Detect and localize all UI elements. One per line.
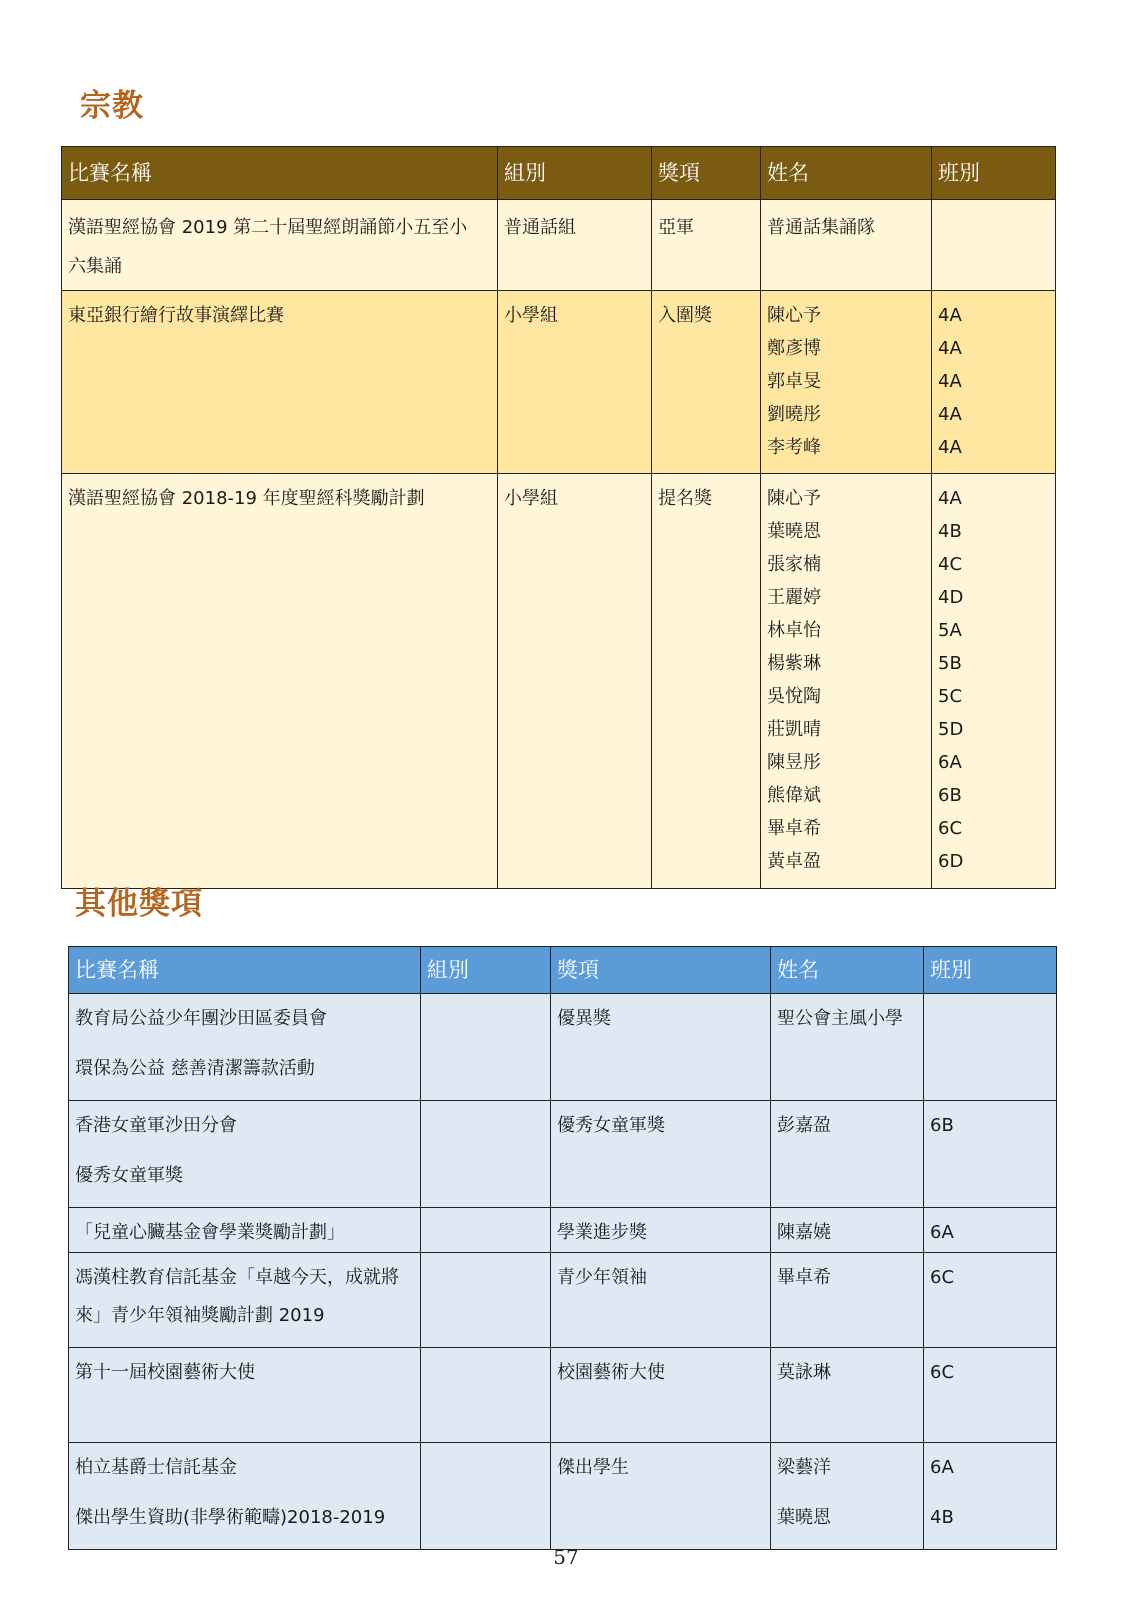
cell-class <box>924 1253 1057 1348</box>
cell-award-line: 傑出學生 <box>557 1457 629 1478</box>
cell-competition-line: 教育局公益少年團沙田區委員會 <box>75 1008 327 1029</box>
cell-award-line: 入圍獎 <box>658 305 712 326</box>
cell-competition-line: 優秀女童軍獎 <box>75 1165 183 1186</box>
table-row <box>69 1101 1057 1208</box>
header-class: 班別 <box>932 147 1056 200</box>
cell-name <box>771 1101 924 1208</box>
cell-group <box>498 200 652 291</box>
cell-name-line: 郭卓旻 <box>767 371 821 392</box>
cell-award <box>652 474 761 889</box>
cell-competition-line: 來」青少年領袖獎勵計劃 2019 <box>75 1305 325 1326</box>
header-group: 組別 <box>421 947 551 994</box>
cell-award-line: 學業進步獎 <box>557 1222 647 1243</box>
page-number: 57 <box>553 1545 579 1569</box>
cell-competition-line: 環保為公益 慈善清潔籌款活動 <box>75 1058 315 1079</box>
cell-award <box>652 291 761 474</box>
cell-name <box>771 1348 924 1443</box>
cell-group <box>421 1208 551 1253</box>
header-competition: 比賽名稱 <box>69 947 421 994</box>
cell-name-line: 陳心予 <box>767 305 821 326</box>
cell-award <box>551 1253 771 1348</box>
cell-name-line: 劉曉彤 <box>767 404 821 425</box>
cell-class-line: 4A <box>938 488 962 509</box>
cell-class-line: 6C <box>930 1362 955 1383</box>
cell-group <box>421 1443 551 1550</box>
table-row <box>69 994 1057 1101</box>
header-name: 姓名 <box>771 947 924 994</box>
cell-name-line: 李考峰 <box>767 437 821 458</box>
cell-name-line: 梁藝洋 <box>777 1457 831 1478</box>
cell-class <box>932 291 1056 474</box>
cell-class <box>932 200 1056 291</box>
cell-competition <box>69 1253 421 1348</box>
cell-name-line: 張家楠 <box>767 554 821 575</box>
cell-competition-line: 漢語聖經協會 2018-19 年度聖經科獎勵計劃 <box>68 488 425 509</box>
cell-award <box>551 1208 771 1253</box>
cell-award-line: 提名獎 <box>658 488 712 509</box>
cell-class-line: 5A <box>938 620 962 641</box>
table-row <box>69 1253 1057 1348</box>
header-award: 獎項 <box>652 147 761 200</box>
cell-award <box>551 1348 771 1443</box>
cell-name-line: 莊凱晴 <box>767 719 821 740</box>
cell-name-line: 陳昱彤 <box>767 752 821 773</box>
table-header-row <box>69 947 1057 994</box>
cell-class-line: 4A <box>938 305 962 326</box>
cell-name <box>771 1253 924 1348</box>
cell-group <box>421 1101 551 1208</box>
header-name: 姓名 <box>761 147 932 200</box>
cell-class-line: 4D <box>938 587 964 608</box>
cell-competition <box>69 994 421 1101</box>
cell-competition-line: 第十一屆校園藝術大使 <box>75 1362 255 1383</box>
cell-competition-line: 馮漢柱教育信託基金「卓越今天，成就將 <box>75 1267 399 1288</box>
cell-name-line: 陳嘉嬈 <box>777 1222 831 1243</box>
cell-name <box>761 291 932 474</box>
other-awards-table <box>68 946 1057 1550</box>
cell-name-line: 黃卓盈 <box>767 851 821 872</box>
cell-name <box>771 1443 924 1550</box>
cell-award <box>551 1443 771 1550</box>
cell-class-line: 5C <box>938 686 963 707</box>
table-header-row <box>62 147 1056 200</box>
header-group: 組別 <box>498 147 652 200</box>
cell-class <box>924 1443 1057 1550</box>
cell-group-line: 小學組 <box>504 305 558 326</box>
cell-class-line: 5D <box>938 719 964 740</box>
table-row <box>69 1443 1057 1550</box>
cell-award-line: 青少年領袖 <box>557 1267 647 1288</box>
cell-name-line: 畢卓希 <box>767 818 821 839</box>
cell-award-line: 亞軍 <box>658 217 694 238</box>
cell-group <box>498 474 652 889</box>
cell-class-line: 6B <box>938 785 962 806</box>
cell-competition-line: 香港女童軍沙田分會 <box>75 1115 237 1136</box>
cell-name-line: 吳悅陶 <box>767 686 821 707</box>
cell-name-line: 莫詠琳 <box>777 1362 831 1383</box>
cell-name <box>761 200 932 291</box>
cell-competition-line: 東亞銀行繪行故事演繹比賽 <box>68 305 284 326</box>
cell-class-line: 6A <box>938 752 962 773</box>
cell-name-line: 陳心予 <box>767 488 821 509</box>
cell-award-line: 優異獎 <box>557 1008 611 1029</box>
cell-class-line: 5B <box>938 653 962 674</box>
cell-group-line: 小學組 <box>504 488 558 509</box>
cell-name-line: 王麗婷 <box>767 587 821 608</box>
cell-name-line: 林卓怡 <box>767 620 821 641</box>
cell-name-line: 彭嘉盈 <box>777 1115 831 1136</box>
cell-class-line: 4B <box>930 1507 954 1528</box>
cell-name-line: 葉曉恩 <box>767 521 821 542</box>
table-row <box>69 1208 1057 1253</box>
cell-class-line: 4A <box>938 437 962 458</box>
cell-class <box>932 474 1056 889</box>
cell-name <box>761 474 932 889</box>
cell-class-line: 4B <box>938 521 962 542</box>
cell-competition <box>69 1101 421 1208</box>
cell-name-line: 葉曉恩 <box>777 1507 831 1528</box>
cell-class-line: 4C <box>938 554 963 575</box>
cell-competition-line: 傑出學生資助(非學術範疇)2018-2019 <box>75 1507 386 1528</box>
cell-competition <box>69 1208 421 1253</box>
cell-group <box>421 994 551 1101</box>
header-class: 班別 <box>924 947 1057 994</box>
cell-competition <box>62 291 498 474</box>
cell-name-line: 畢卓希 <box>777 1267 831 1288</box>
cell-name-line: 鄭彥博 <box>767 338 821 359</box>
cell-award <box>551 1101 771 1208</box>
table-row <box>62 474 1056 889</box>
cell-name <box>771 1208 924 1253</box>
cell-competition <box>62 474 498 889</box>
table-row <box>62 291 1056 474</box>
cell-competition-line: 柏立基爵士信託基金 <box>75 1457 237 1478</box>
header-award: 獎項 <box>551 947 771 994</box>
cell-award-line: 優秀女童軍獎 <box>557 1115 665 1136</box>
cell-group-line: 普通話組 <box>504 217 576 238</box>
cell-name-line: 楊紫琳 <box>767 653 821 674</box>
cell-name <box>771 994 924 1101</box>
cell-name-line: 熊偉斌 <box>767 785 821 806</box>
section-title-religion: 宗教 <box>80 88 144 124</box>
cell-class-line: 4A <box>938 371 962 392</box>
cell-class-line: 4A <box>938 404 962 425</box>
cell-competition <box>69 1348 421 1443</box>
cell-class <box>924 1101 1057 1208</box>
cell-class-line: 6A <box>930 1222 954 1243</box>
cell-award <box>551 994 771 1101</box>
cell-class-line: 6C <box>930 1267 955 1288</box>
cell-class-line: 6C <box>938 818 963 839</box>
cell-competition <box>69 1443 421 1550</box>
cell-group <box>421 1348 551 1443</box>
header-competition: 比賽名稱 <box>62 147 498 200</box>
cell-award <box>652 200 761 291</box>
cell-class-line: 6D <box>938 851 964 872</box>
table-row <box>69 1348 1057 1443</box>
cell-award-line: 校園藝術大使 <box>557 1362 665 1383</box>
cell-group <box>421 1253 551 1348</box>
cell-class-line: 4A <box>938 338 962 359</box>
cell-competition-line: 漢語聖經協會 2019 第二十屆聖經朗誦節小五至小 <box>68 217 468 238</box>
cell-class <box>924 1348 1057 1443</box>
cell-competition-line: 六集誦 <box>68 256 122 277</box>
cell-name-line: 普通話集誦隊 <box>767 217 875 238</box>
cell-group <box>498 291 652 474</box>
section-title-other-awards: 其他獎項 <box>75 886 203 922</box>
cell-class <box>924 994 1057 1101</box>
cell-class <box>924 1208 1057 1253</box>
cell-name-line: 聖公會主風小學 <box>777 1008 903 1029</box>
table-row <box>62 200 1056 291</box>
religion-awards-table <box>61 146 1056 889</box>
cell-class-line: 6A <box>930 1457 954 1478</box>
cell-competition <box>62 200 498 291</box>
cell-class-line: 6B <box>930 1115 954 1136</box>
cell-competition-line: 「兒童心臟基金會學業獎勵計劃」 <box>75 1222 345 1243</box>
